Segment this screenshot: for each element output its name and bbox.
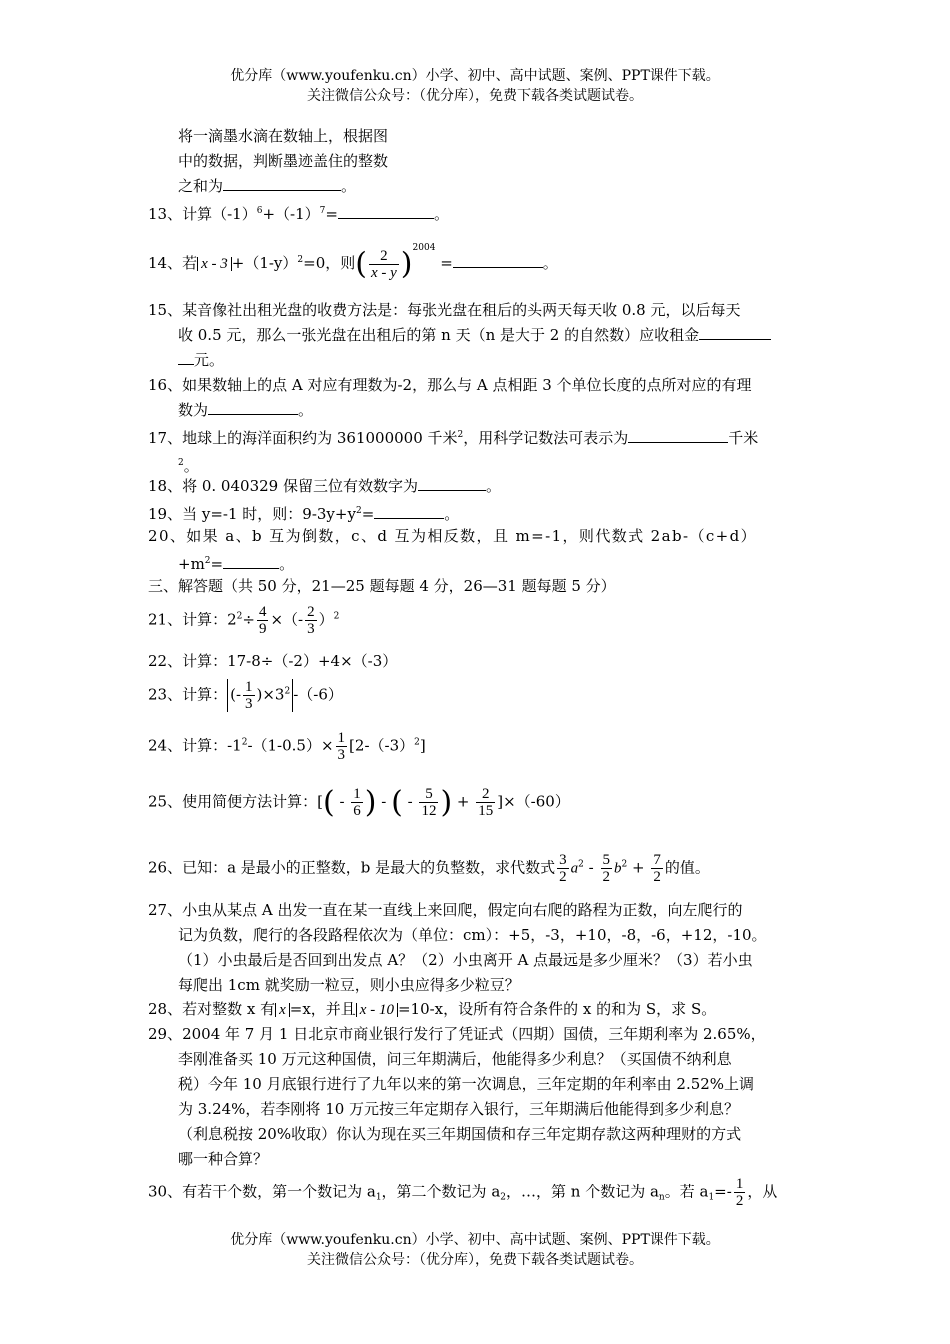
question-24: 24、计算：$-1^2-(1-0.5)\times$ $\frac{1}{3}$ $[2-(-3)^2]$ (148, 730, 426, 763)
page-footer (0, 1230, 950, 1270)
absolute-value: x (275, 1003, 290, 1017)
answer-blank[interactable] (223, 175, 341, 191)
answer-blank[interactable] (223, 553, 279, 569)
absolute-value: (- $\frac{1}{3}$ )$\times 3^2$ (227, 679, 293, 712)
answer-blank[interactable] (453, 252, 543, 268)
question-26: 26、已知：a 是最小的正整数，b 是最大的负整数，求代数式 $\frac{3}{2}$ $a^2$ - $\frac{5}{2}$ $b^2$ + $\frac{7}{2}$ 的值。 (148, 852, 710, 885)
question-29: 29、2004 年 7 月 1 日北京市商业银行发行了凭证式（四期）国债，三年期利率为 2.65%， 李刚准备买 10 万元这种国债，问三年期满后，他能得多少利息？（买国债不纳利息 税）今年 10 月底银行进行了九年以来的第一次调息，三年定期的年利率由 2.52%上调 为 3.24%，若李刚将 10 万元按三年定期存入银行，三年期满后他能得到多少利息？ （利息税按 20%收取）你认为现在买三年期国债和存三年定期存款这两种理财的方式 哪一种合算？ (148, 1025, 766, 1168)
question-12-continuation: 将一滴墨水滴在数轴上，根据图 中的数据，判断墨迹盖住的整数 之和为 。 (178, 127, 389, 195)
fraction: $\frac{5}{12}$ (421, 786, 437, 819)
absolute-value: x - 3 (197, 257, 232, 271)
header-line-1: 优分库（www.youfenku.cn）小学、初中、高中试题、案例、PPT课件下载。 (230, 68, 720, 84)
question-13: 13、计算$(-1)^6+(-1)^7=$ 。 (148, 205, 449, 223)
answer-blank[interactable] (628, 427, 728, 443)
question-27: 27、小虫从某点 A 出发一直在某一直线上来回爬，假定向右爬的路程为正数，向左爬行的 记为负数，爬行的各段路程依次为（单位：cm）：+5，-3，+10，-8，-6，+12，-10。 （1）小虫最后是否回到出发点 A？（2）小虫离开 A 点最远是多少厘米？（3）若小虫 每爬出 1cm 就奖励一粒豆，则小虫应得多少粒豆？ (148, 901, 767, 994)
question-14: 14、若 $x - 3 +(1-y)^2=0$，则( $\frac{2}{x - y}$ )$^{2004}$ = 。 (148, 243, 558, 282)
answer-blank[interactable] (418, 475, 486, 491)
fraction: $\frac{7}{2}$ (653, 852, 661, 885)
footer-line-1: 优分库（www.youfenku.cn）小学、初中、高中试题、案例、PPT课件下载。 (230, 1232, 720, 1248)
fraction: $\frac{1}{6}$ (353, 786, 361, 819)
question-15: 15、某音像社出租光盘的收费方法是：每张光盘在租后的头两天每天收 0.8 元，以后每天 收 0.5 元，那么一张光盘在出租后的第 n 天（n 是大于 2 的自然数）应收租金 元。 (148, 298, 808, 373)
section-3-title: 三、解答题（共 50 分，21—25 题每题 4 分，26—31 题每题 5 分） (148, 577, 616, 595)
fraction: $\frac{2}{x - y}$ (370, 247, 397, 281)
question-16: 16、如果数轴上的点 A 对应有理数为-2，那么与 A 点相距 3 个单位长度的点所对应的有理 数为 。 (148, 376, 752, 419)
fraction: $\frac{1}{2}$ (735, 1176, 744, 1209)
question-21: 21、计算：$2^2\div$ $\frac{4}{9}$ ×（- $\frac{2}{3}$ ）$^2$ (148, 604, 340, 637)
fraction: $\frac{1}{3}$ (245, 679, 253, 712)
question-19: 19、当 y=-1 时，则：$9-3y+y^2=$ 。 (148, 505, 460, 523)
fraction: $\frac{1}{3}$ (337, 730, 346, 763)
header-line-2: 关注微信公众号：（优分库），免费下载各类试题试卷。 (307, 88, 643, 104)
question-25: 25、使用简便方法计算：[( - $\frac{1}{6}$ ) - ( - $\frac{5}{12}$ ) + $\frac{2}{15}$ ]×（-60） (148, 785, 570, 820)
question-22: 22、计算：17-8÷（-2）+4×（-3） (148, 652, 398, 670)
fraction: $\frac{3}{2}$ (559, 852, 567, 885)
fraction: $\frac{2}{15}$ (478, 786, 494, 819)
absolute-value: x - 10 (356, 1003, 398, 1017)
answer-blank[interactable] (338, 203, 434, 219)
question-23: 23、计算： (- $\frac{1}{3}$ )$\times 3^2$ -（-6） (148, 679, 343, 712)
page-header (0, 66, 950, 106)
fraction: $\frac{2}{3}$ (307, 604, 315, 637)
answer-blank[interactable] (208, 399, 298, 415)
answer-blank[interactable] (699, 324, 771, 340)
question-17: 17、地球上的海洋面积约为 361000000 千米$^2$，用科学记数法可表示为 千米 $^2$。 (148, 429, 759, 475)
fraction: $\frac{4}{9}$ (258, 604, 267, 637)
question-20: 20、如果 a、b 互为倒数，c、d 互为相反数，且 m=-1，则代数式 2ab-（c+d） $+m^2=$ 。 (148, 527, 758, 573)
question-18: 18、将 0. 040329 保留三位有效数字为 。 (148, 477, 501, 495)
footer-line-2: 关注微信公众号：（优分库），免费下载各类试题试卷。 (307, 1252, 643, 1268)
fraction: $\frac{5}{2}$ (602, 852, 611, 885)
question-30: 30、有若干个数，第一个数记为 $a_1$，第二个数记为 $a_2$，…，第 n 个数记为 $a_n$。若 $a_1=-$ $\frac{1}{2}$ ，从 (148, 1176, 778, 1209)
question-28: 28、若对整数 x 有 x =x，并且 x - 10 =10-x，设所有符合条件的 x 的和为 S，求 S。 (148, 1000, 717, 1018)
answer-blank[interactable] (374, 503, 444, 519)
